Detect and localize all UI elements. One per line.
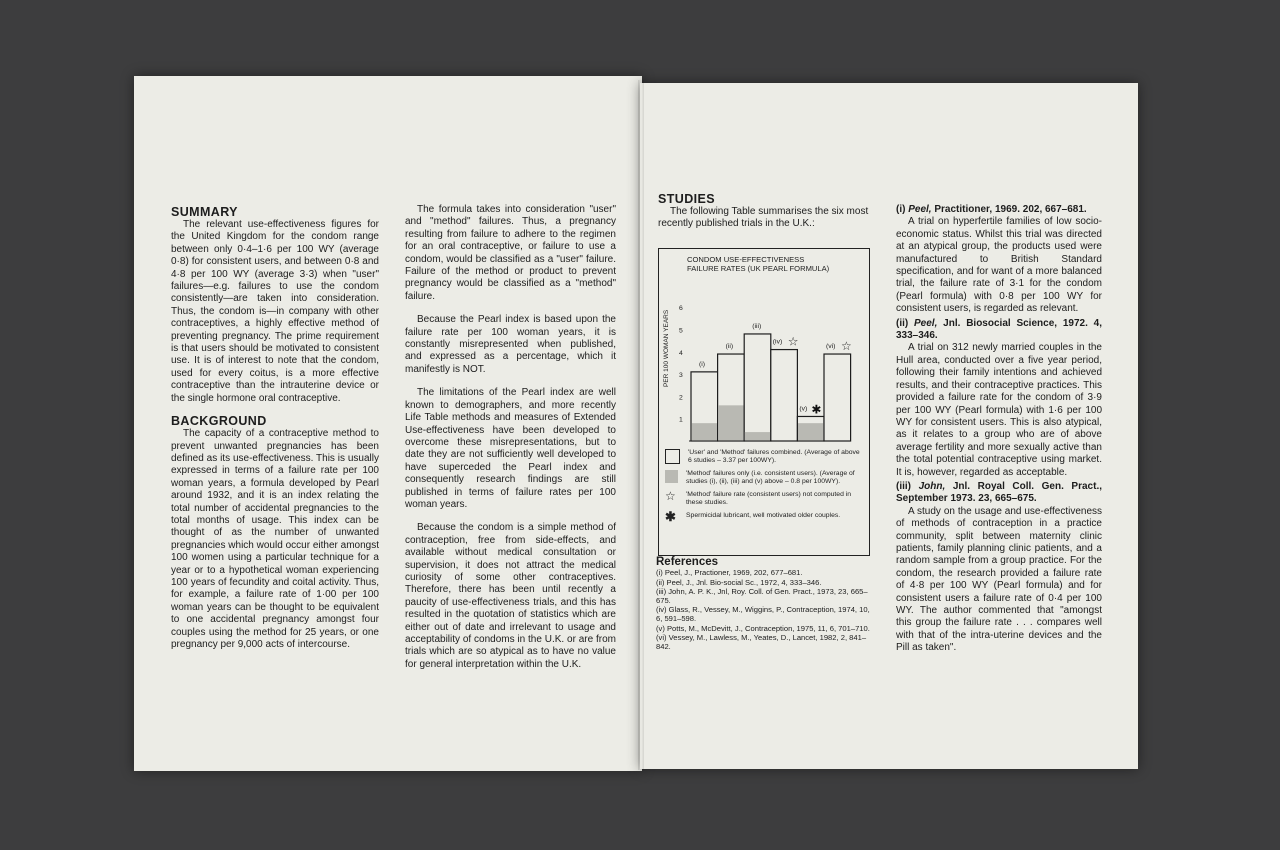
reference-item: (iii) John, A. P. K., Jnl, Roy. Coll. of Gen. Pract., 1973, 23, 665–675. [656, 586, 868, 606]
studies-heading: STUDIES [658, 192, 715, 206]
study-2-text: A trial on 312 newly married couples in the Hull area, conducted over a five year period, following their family intentions and achieved results, and their contraceptive practices. This provided a failure rate for the condom of 3·9 per 100 WY (Pearl formula) with 1·6 per 100 WY for consistent users. This is also atypical, as it relates to a group who are of above average fertility and more sexually active than the total potential contraceptive using market. It is, however, regarded as acceptable. [896, 342, 1102, 478]
legend-item-combined [665, 449, 863, 465]
bar-combined [824, 354, 851, 441]
failure-rate-chart [658, 248, 870, 556]
y-tick-label: 6 [679, 305, 683, 313]
references-heading: References [656, 556, 719, 568]
legend-item-method [665, 470, 863, 486]
background-heading: BACKGROUND [171, 414, 267, 429]
reference-item: (v) Potts, M., McDevitt, J., Contraception, 1975, 11, 6, 701–710. [656, 623, 870, 633]
y-tick-label: 5 [679, 327, 683, 335]
legend-asterisk-text: Spermicidal lubricant, well motivated older couples. [686, 512, 841, 519]
bar-category-label: (iii) [752, 322, 762, 330]
study-3-text: A study on the usage and use-effectiveness of methods of contraception in a practice community, split between maternity clinic patients, family planning clinic patients, and a random sample from a group practice. For the condom, the research provided a failure rate of 4·8 per 100 WY (Pearl formula) and for consistent users a failure rate of 0·4 per 100 WY. The author commented that "amongst this group the failure rate . . . compares well with that of the intra-uterine devices and the Pill as taken". [896, 505, 1102, 654]
y-tick-label: 2 [679, 394, 683, 402]
legend-method-text: 'Method' failures only (i.e. consistent users). (Average of studies (i), (ii), (iii) and (v) above – 0.8 per 100WY). [686, 470, 855, 485]
star-icon: ☆ [665, 489, 676, 503]
reference-item: (vi) Vessey, M., Lawless, M., Yeates, D., Lancet, 1982, 2, 841–842. [656, 632, 867, 652]
asterisk-marker: ✱ [811, 402, 822, 417]
chart-legend [665, 449, 863, 522]
bar-combined [771, 350, 798, 441]
study-1-citation: Practitioner, 1969. 202, 667–681. [934, 204, 1087, 215]
bar-category-label: (v) [799, 405, 808, 413]
bar-method-only [692, 423, 717, 440]
legend-item-asterisk [665, 509, 863, 524]
formula-column [405, 204, 616, 671]
study-1-author: Peel, [908, 204, 932, 215]
study-3-number: (iii) [896, 480, 911, 492]
legend-combined-text: 'User' and 'Method' failures combined. (Average of above 6 studies – 3.37 per 100WY). [688, 449, 860, 464]
bar-category-label: (vi) [826, 343, 836, 351]
legend-item-star [665, 491, 863, 507]
study-1-heading [896, 204, 1102, 216]
study-3-citation: Jnl. Royal Coll. Gen. Pract., September 1973. 23, 665–675. [896, 480, 1103, 505]
legend-star-text: 'Method' failure rate (consistent users) not computed in these studies. [686, 491, 852, 506]
star-marker: ☆ [787, 334, 799, 349]
limitations-paragraph: The limitations of the Pearl index are well known to demographers, and more recently Life Table methods and measures of Extended Use-effectiveness have been developed to overcome these misrepresentations, but to date they are not sufficiently well developed to have superceded the Pearl index and consequently research findings are still published in terms of failure rates per 100 woman years. [405, 387, 616, 510]
studies-details-column [896, 204, 1102, 655]
bar-method-only [718, 405, 743, 440]
reference-item: (i) Peel, J., Practioner, 1969, 202, 677–681. [656, 568, 803, 578]
chart-title-line2: FAILURE RATES (UK PEARL FORMULA) [687, 264, 830, 273]
pearl-index-paragraph: Because the Pearl index is based upon the failure rate per 100 woman years, it is constantly misrepresented when published, and expressed as a percentage, which it manifestly is NOT. [405, 314, 616, 375]
study-2-author: Peel, [914, 317, 938, 329]
asterisk-icon: ✱ [665, 509, 676, 524]
condom-method-paragraph: Because the condom is a simple method of contraception, free from side-effects, and available without medical consultation or supervision, it does not attract the medical curiosity of some other contraceptives. Therefore, there has been until recently a paucity of use-effectiveness trials, and this has resulted in the quotation of statistics which are either out of date and irrelevant to usage and acceptability of condoms in the U.K. or are from trials which are so atypical as to have no value for general interpretation within the U.K. [405, 522, 616, 670]
bar-combined [744, 334, 771, 441]
bar-category-label: (iv) [772, 338, 783, 346]
study-2-citation: Jnl. Biosocial Science, 1972. 4, 333–346. [896, 317, 1102, 342]
bar-category-label: (i) [699, 360, 706, 368]
summary-heading: SUMMARY [171, 205, 238, 219]
chart-y-axis-label: PER 100 WOMAN YEARS [663, 309, 670, 387]
reference-item: (ii) Peel, J., Jnl. Bio-social Sc., 1972, 4, 333–346. [656, 577, 822, 587]
bar-category-label: (ii) [725, 343, 734, 351]
study-2-number: (ii) [896, 317, 909, 329]
study-1-text: A trial on hyperfertile families of low socio-economic status. Whilst this trial was directed at an atypical group, the products used were manufactured to British Standard specification, and for want of a more balanced trial, the failure rate of 3·1 for the condom (Pearl formula) with 0·8 per 100 WY for consistent users, is regarded as relevant. [896, 216, 1102, 315]
y-tick-label: 1 [679, 416, 683, 424]
bar-method-only [798, 423, 823, 440]
y-tick-label: 4 [679, 349, 683, 357]
summary-column [171, 205, 379, 651]
background-text: The capacity of a contraceptive method to prevent unwanted pregnancies has been defined as its use-effectiveness. This is usually expressed in terms of a failure rate per 100 woman years, a formula developed by Pearl around 1932, and it is an index relating the total number of accidental pregnancies to the total months of usage. This index can be thought of as the number of unwanted pregnancies which would occur either amongst 100 women using a particular technique for a year or to a hypothetical woman experiencing 100 years of fecundity and coital activity. Thus, for example, a failure rate of 1·00 per 100 woman years can be thought to be equivalent to one accidental pregnancy amongst four couples using the method for 25 years, or one pregnancy per 9,000 acts of intercourse. [171, 428, 379, 650]
studies-text: The following Table summarises the six most recently published trials in the U.K.: [658, 206, 869, 230]
references-section [656, 556, 870, 651]
reference-item: (iv) Glass, R., Vessey, M., Wiggins, P., Contraception, 1974, 10, 6, 591–598. [656, 605, 870, 624]
y-tick-label: 3 [679, 372, 683, 380]
bar-method-only [745, 432, 770, 440]
studies-intro [658, 192, 871, 231]
formula-paragraph: The formula takes into consideration "user" and "method" failures. Thus, a pregnancy resulting from failure to adhere to the regimen for an oral contraceptive, or failure to use a condom, would be classified as a "user" failure. Failure of the method or product to prevent pregnancy would be classified as a "method" failure. [405, 204, 616, 302]
chart-canvas [659, 249, 869, 449]
page-fold [638, 80, 644, 770]
open-box-icon [665, 449, 680, 464]
shaded-box-icon [665, 470, 678, 483]
study-3-heading [896, 481, 1102, 506]
star-marker: ☆ [841, 339, 852, 354]
chart-title-line1: CONDOM USE-EFFECTIVENESS [687, 255, 805, 264]
study-1-number: (i) [896, 204, 906, 215]
summary-text: The relevant use-effectiveness figures for the United Kingdom for the condom range between only 0·4–1·6 per 100 WY (average 0·8) for consistent users, and between 0·8 and 4·8 per 100 WY (average 3·3) when "user" failures—e.g. failures to use the condom consistently—are taken into consideration. Thus, the condom is—in company with other contraceptives, a highly effective method of preventing pregnancy. The prime requirement is that users should be motivated to consistent use. It is of interest to note that the condom, used for every coitus, is a more effective contraceptive than the intrauterine device or the single hormone oral contraceptive. [171, 219, 379, 404]
study-2-heading [896, 318, 1102, 343]
study-3-author: John, [918, 480, 946, 492]
